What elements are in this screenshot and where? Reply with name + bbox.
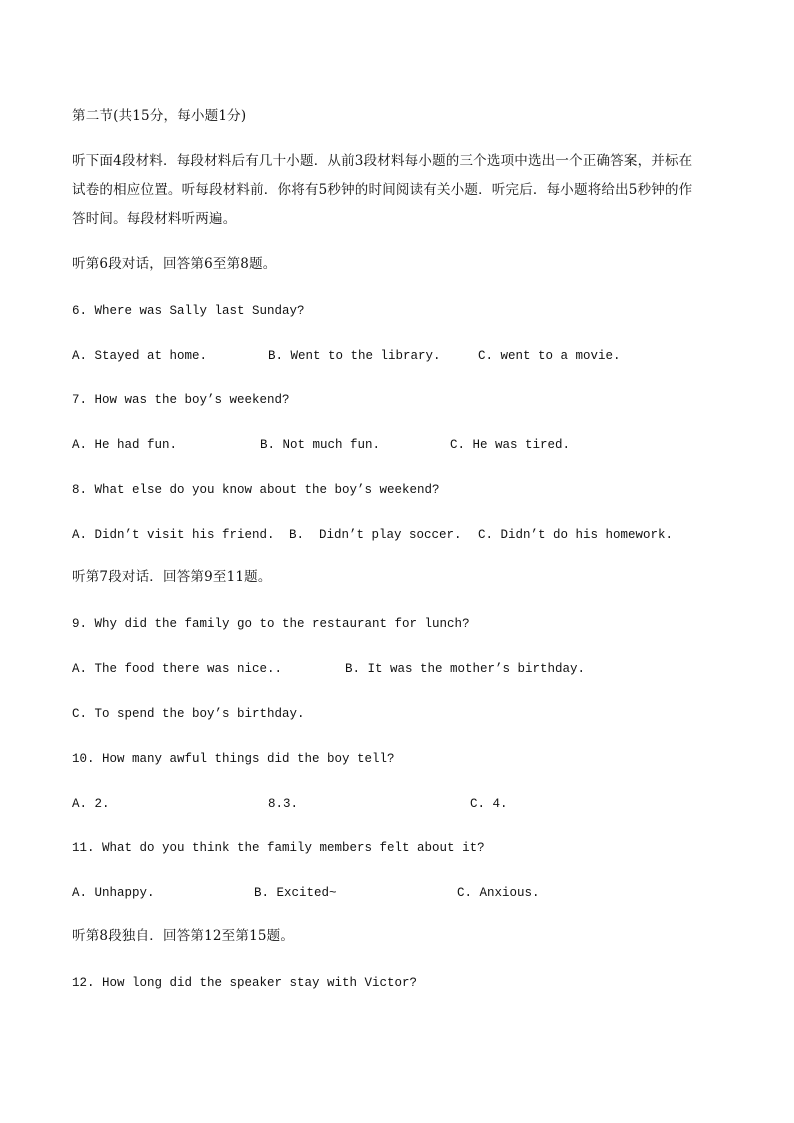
q8-option-b: B. Didn’t play soccer. [289,528,462,542]
q9-option-a: A. The food there was nice.. [72,662,283,676]
q7-option-a: A. He had fun. [72,438,178,452]
instruction-line-3: 答时间。每段材料听两遍。 [72,211,237,227]
dialogue-7-intro: 听第7段对话．回答第9至11题。 [72,569,272,585]
q10-option-b: 8.3. [268,797,299,811]
q11-option-c: C. Anxious. [457,886,540,900]
q9-option-b: B. It was the mother’s birthday. [345,662,586,676]
instruction-line-1: 听下面4段材料．每段材料后有几十小题．从前3段材料每小题的三个选项中选出一个正确答案，并标在 [72,153,693,169]
q6-option-a: A. Stayed at home. [72,349,208,363]
question-10: 10. How many awful things did the boy tell? [72,752,395,766]
q8-option-c: C. Didn’t do his homework. [478,528,674,542]
dialogue-6-intro: 听第6段对话，回答第6至第8题。 [72,256,277,272]
instruction-line-2: 试卷的相应位置。听每段材料前．你将有5秒钟的时间阅读有关小题．听完后．每小题将给出5秒钟的作 [72,182,693,198]
question-9: 9. Why did the family go to the restaurant for lunch? [72,617,470,631]
q7-option-c: C. He was tired. [450,438,571,452]
section-heading: 第二节(共15分，每小题1分) [72,108,247,124]
monologue-8-intro: 听第8段独自．回答第12至第15题。 [72,928,295,944]
question-6: 6. Where was Sally last Sunday? [72,304,305,318]
q6-option-b: B. Went to the library. [268,349,441,363]
q11-option-a: A. Unhappy. [72,886,155,900]
question-11: 11. What do you think the family members felt about it? [72,841,485,855]
q6-option-c: C. went to a movie. [478,349,621,363]
question-12: 12. How long did the speaker stay with Victor? [72,976,418,990]
q10-option-c: C. 4. [470,797,508,811]
q11-option-b: B. Excited~ [254,886,337,900]
q7-option-b: B. Not much fun. [260,438,381,452]
question-7: 7. How was the boy’s weekend? [72,393,290,407]
q10-option-a: A. 2. [72,797,110,811]
question-8: 8. What else do you know about the boy’s weekend? [72,483,440,497]
q8-option-a: A. Didn’t visit his friend. [72,528,275,542]
q9-option-c: C. To spend the boy’s birthday. [72,707,305,721]
